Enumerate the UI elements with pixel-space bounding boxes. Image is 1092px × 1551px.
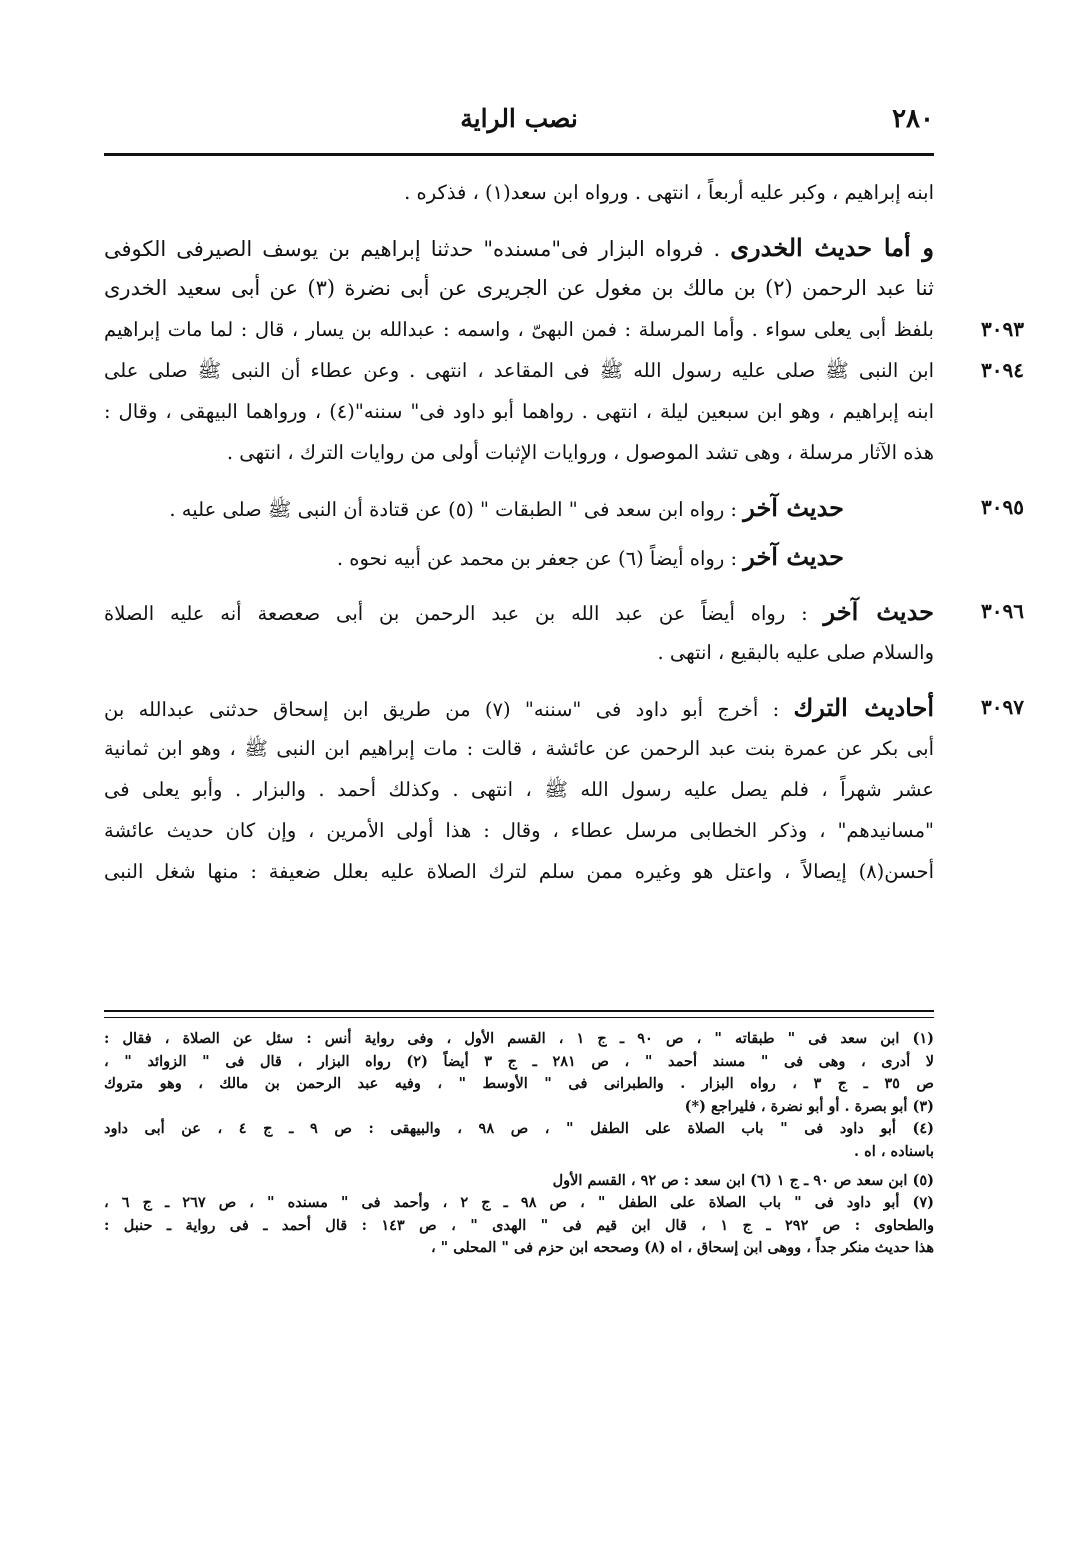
line-text: : رواه أيضاً (٦) عن جعفر بن محمد عن أبيه نحوه . <box>336 547 738 570</box>
text-line <box>104 536 934 577</box>
page-number: ٢٨٠ <box>892 104 934 134</box>
footnote-line: (٥) ابن سعد ص ٩٠ ـ ج ١ (٦) ابن سعد : ص ٩٢ ، القسم الأول <box>552 1171 934 1189</box>
text-line <box>104 309 1024 350</box>
footnote-line: ص ٣٥ ـ ج ٣ ، رواه البزار . والطبرانى فى " الأوسط " ، وفيه عبد الرحمن بن مالك ، وهو متروك <box>104 1075 934 1093</box>
footnote-line: هذا حديث منكر جداً ، ووهى ابن إسحاق ، اه (٨) وصححه ابن حزم فى " المحلى " ، <box>430 1239 934 1257</box>
footnote-line: (١) ابن سعد فى " طبقاته " ، ص ٩٠ ـ ج ١ ، القسم الأول ، وفى رواية أنس : سئل عن الصلاة ، فقال : <box>104 1030 935 1047</box>
footnote-line: لا أدرى ، وهى فى " مسند أحمد " ، ص ٢٨١ ـ ج ٣ أيضاً (٢) رواه البزار ، قال فى " الزوائد " ، <box>104 1052 934 1070</box>
line-text: ثنا عبد الرحمن (٢) بن مالك بن مغول عن الجريرى عن أبى نضرة (٣) عن أبى سعيد الخدرى <box>104 276 934 300</box>
footnote-line: (٧) أبو داود فى " باب الصلاة على الطفل " ، ص ٩٨ ـ ج ٢ ، وأحمد فى " مسنده " ، ص ٢٦٧ ـ ج ٦ ، <box>104 1194 934 1212</box>
hadith-number: ٣٠٩٦ <box>981 599 1024 623</box>
footnote-line: (٣) أبو بصرة . أو أبو نضرة ، فليراجع (*) <box>684 1097 934 1115</box>
hadith-number: ٣٠٩٤ <box>981 358 1024 382</box>
text-line <box>104 268 934 309</box>
text-line <box>104 227 934 268</box>
line-text: بلفظ أبى يعلى سواء . وأما المرسلة : فمن البهىّ ، واسمه : عبدالله بن يسار ، قال : لما مات إبراهيم <box>104 318 934 341</box>
line-text: : رواه أيضاً عن عبد الله بن عبد الرحمن بن أبى صعصعة أنه عليه الصلاة <box>104 602 808 625</box>
footnote-line: (٤) أبو داود فى " باب الصلاة على الطفل " ، ص ٩٨ ، والبيهقى : ص ٩ ـ ج ٤ ، عن أبى داود <box>104 1120 935 1138</box>
text-line <box>104 172 934 213</box>
header-rule <box>104 153 934 156</box>
line-gap <box>104 473 934 487</box>
text-line <box>104 769 934 810</box>
line-text: . فرواه البزار فى"مسنده" حدثنا إبراهيم بن يوسف الصيرفى الكوفى <box>104 237 721 261</box>
text-line <box>104 350 1024 391</box>
line-text: والسلام صلى عليه بالبقيع ، انتهى . <box>657 641 934 664</box>
text-line <box>104 432 934 473</box>
main-text <box>104 172 1024 892</box>
section-heading: حديث آخر <box>823 597 934 626</box>
line-text: ابنه إبراهيم ، وكبر عليه أربعاً ، انتهى . ورواه ابن سعد(١) ، فذكره . <box>404 181 934 204</box>
line-text: هذه الآثار مرسلة ، وهى تشد الموصول ، وروايات الإثبات أولى من روايات الترك ، انتهى . <box>226 441 934 464</box>
text-line <box>104 728 934 769</box>
line-gap <box>104 577 934 591</box>
line-text: : رواه ابن سعد فى " الطبقات " (٥) عن قتادة أن النبى ﷺ صلى عليه . <box>169 498 738 521</box>
line-gap <box>104 673 934 687</box>
line-text: أبى بكر عن عمرة بنت عبد الرحمن عن عائشة ، قالت : مات إبراهيم ابن النبى ﷺ ، وهو ابن ثمانية <box>104 737 934 760</box>
line-text: : أخرج أبو داود فى "سننه" (٧) من طريق ابن إسحاق حدثنى عبدالله بن <box>104 698 780 721</box>
line-text: أحسن(٨) إيصالاً ، واعتل هو وغيره ممن سلم لترك الصلاة عليه بعلل ضعيفة : منها شغل النبى <box>104 860 934 883</box>
text-line <box>104 632 934 673</box>
text-line <box>104 487 1024 528</box>
section-heading: حديث آخر <box>743 493 844 522</box>
line-gap <box>104 528 934 536</box>
section-heading: أحاديث الترك <box>793 693 934 722</box>
line-text: عشر شهراً ، فلم يصل عليه رسول الله ﷺ ، انتهى . وكذلك أحمد . والبزار . وأبو يعلى فى <box>104 778 934 801</box>
line-text: ابن النبى ﷺ صلى عليه رسول الله ﷺ فى المقاعد ، انتهى . وعن عطاء أن النبى ﷺ صلى على <box>104 359 934 382</box>
line-gap <box>104 213 934 227</box>
running-title: نصب الراية <box>460 104 578 133</box>
line-text: "مسانيدهم" ، وذكر الخطابى مرسل عطاء ، وقال : هذا أولى الأمرين ، وإن كان حديث عائشة <box>104 819 934 842</box>
footnote-separator <box>104 1010 934 1018</box>
footnote-line: باسناده ، اه . <box>854 1142 934 1160</box>
section-heading: و أما حديث الخدرى <box>730 233 934 262</box>
text-line <box>104 810 934 851</box>
text-line <box>104 391 934 432</box>
hadith-number: ٣٠٩٥ <box>981 495 1024 519</box>
footnote-line: والطحاوى : ص ٢٩٢ ـ ج ١ ، قال ابن قيم فى " الهدى " ، ص ١٤٣ : قال أحمد ـ فى رواية ـ حنبل : <box>104 1216 934 1234</box>
footnotes <box>104 1028 934 1260</box>
hadith-number: ٣٠٩٣ <box>981 317 1024 341</box>
text-line <box>104 687 1024 728</box>
section-heading: حديث آخر <box>743 542 844 571</box>
line-text: ابنه إبراهيم ، وهو ابن سبعين ليلة ، انتهى . رواهما أبو داود فى" سننه"(٤) ، ورواهما البيهقى ، وقال : <box>104 400 934 423</box>
hadith-number: ٣٠٩٧ <box>981 695 1024 719</box>
page-header <box>104 100 934 142</box>
text-line <box>104 591 1024 632</box>
text-line <box>104 851 934 892</box>
